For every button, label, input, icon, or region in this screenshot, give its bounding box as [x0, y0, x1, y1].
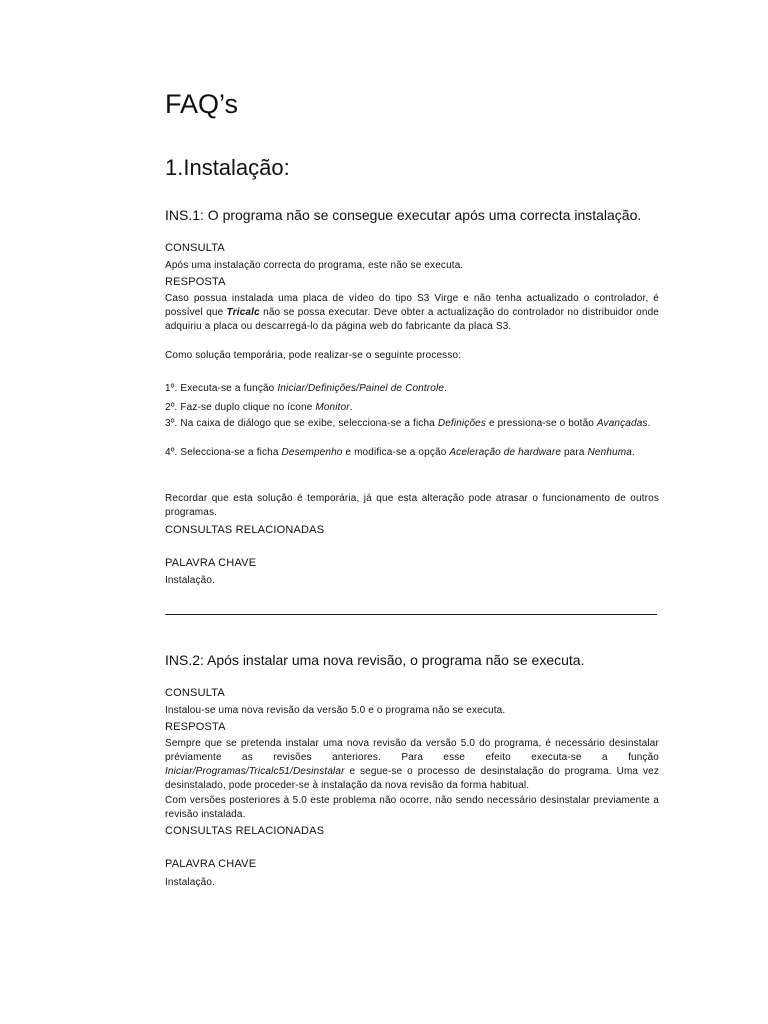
resposta-paragraph: Como solução temporária, pode realizar-se o seguinte processo:: [165, 350, 462, 361]
document-title: FAQ’s: [165, 89, 239, 119]
resposta-label: RESPOSTA: [165, 721, 226, 733]
resposta-label: RESPOSTA: [165, 276, 226, 288]
keyword-text: Instalação.: [165, 575, 216, 586]
resposta-paragraph: Com versões posteriores à 5.0 este problema não ocorre, não sendo necessário desinstalar previamente a revisão instalada.: [165, 795, 659, 820]
faq-question-title: INS.2: Após instalar uma nova revisão, o programa não se executa.: [165, 652, 585, 668]
faq-question-title: INS.1: O programa não se consegue executar após uma correcta instalação.: [165, 207, 642, 223]
step-1: 1º. Executa-se a função Iniciar/Definições/Painel de Controle.: [165, 383, 448, 394]
consulta-text: Instalou-se uma nova revisão da versão 5.0 e o programa não se executa.: [165, 705, 506, 716]
section-title: 1.Instalação:: [165, 155, 290, 180]
step-3: 3º. Na caixa de diálogo que se exibe, selecciona-se a ficha Definições e pressiona-se o botão Avançadas.: [165, 418, 651, 429]
keyword-label: PALAVRA CHAVE: [165, 858, 257, 870]
consulta-label: CONSULTA: [165, 687, 225, 699]
keyword-text: Instalação.: [165, 877, 216, 888]
resposta-paragraph: Caso possua instalada uma placa de vídeo do tipo S3 Virge e não tenha actualizado o controlador, é possível que Tricalc não se possa executar. Deve obter a actualização do controlador no distribuidor onde adquiriu a placa ou descarregá-lo da página web do fabricante da placa S3.: [165, 293, 659, 332]
note-paragraph: Recordar que esta solução é temporária, já que esta alteração pode atrasar o funcionamento de outros programas.: [165, 493, 659, 518]
keyword-label: PALAVRA CHAVE: [165, 557, 257, 569]
resposta-paragraph: Sempre que se pretenda instalar uma nova revisão da versão 5.0 do programa, é necessário desinstalar préviamente as revisões anteriores. Para esse efeito executa-se a função Iniciar/Programas/Tricalc51/Desinstalar e segue-se o processo de desinstalação do programa. Uma vez desinstalado, pode proceder-se à instalação da nova revisão da forma habitual.: [165, 738, 659, 791]
related-label: CONSULTAS RELACIONADAS: [165, 825, 325, 837]
step-2: 2º. Faz-se duplo clique no ícone Monitor.: [165, 402, 353, 413]
step-4: 4º. Selecciona-se a ficha Desempenho e modifica-se a opção Aceleração de hardware para Nenhuma.: [165, 447, 635, 458]
related-label: CONSULTAS RELACIONADAS: [165, 524, 325, 536]
section-divider: [165, 614, 657, 615]
product-name: Tricalc: [226, 307, 260, 318]
consulta-text: Após uma instalação correcta do programa, este não se executa.: [165, 260, 464, 271]
consulta-label: CONSULTA: [165, 242, 225, 254]
